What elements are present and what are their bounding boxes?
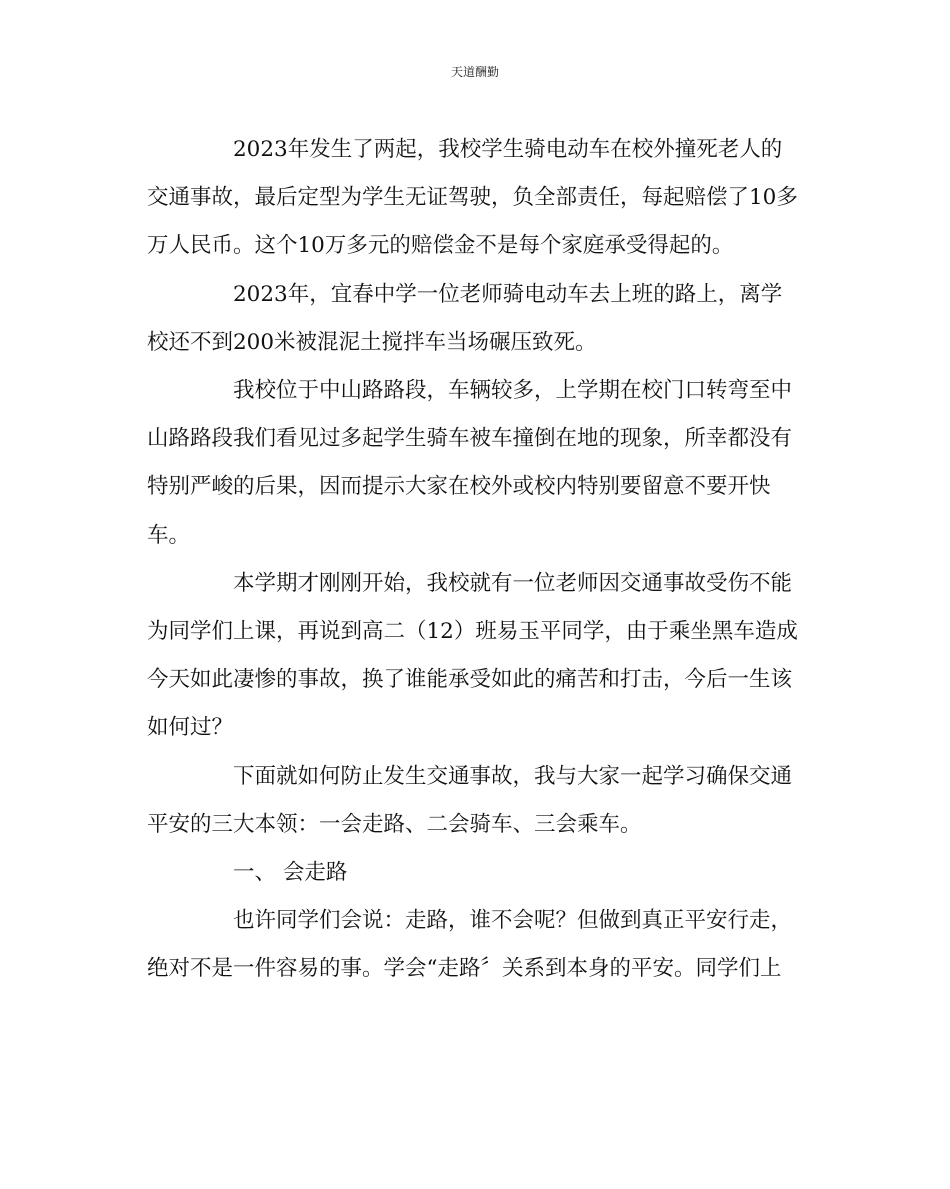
document-body bbox=[147, 126, 803, 994]
paragraph: 下面就如何防止发生交通事故，我与大家一起学习确保交通平安的三大本领：一会走路、二会骑车、三会乘车。 bbox=[147, 763, 793, 837]
section-heading: 一、 会走路 bbox=[233, 860, 348, 886]
paragraph: 2023年发生了两起，我校学生骑电动车在校外撞死老人的交通事故，最后定型为学生无证驾驶，负全部责任，每起赔偿了10多万人民币。这个10万多元的赔偿金不是每个家庭承受得起的。 bbox=[147, 137, 798, 259]
page-header: 天道酬勤 bbox=[450, 65, 499, 79]
paragraph: 也许同学们会说：走路，谁不会呢？但做到真正平安行走，绝对不是一件容易的事。学会“走路〞关系到本身的平安。同学们上 bbox=[147, 908, 793, 982]
paragraph: 我校位于中山路路段，车辆较多，上学期在校门口转弯至中山路路段我们看见过多起学生骑车被车撞倒在地的现象，所幸都没有特别严峻的后果，因而提示大家在校外或校内特别要留意不要开快车。 bbox=[147, 378, 793, 548]
paragraph: 2023年，宜春中学一位老师骑电动车去上班的路上，离学校还不到200米被混泥土搅拌车当场碾压致死。 bbox=[147, 281, 783, 355]
paragraph: 本学期才刚刚开始，我校就有一位老师因交通事故受伤不能为同学们上课，再说到高二（12）班易玉平同学，由于乘坐黑车造成今天如此凄惨的事故，换了谁能承受如此的痛苦和打击，今后一生该如何过？ bbox=[147, 570, 798, 741]
